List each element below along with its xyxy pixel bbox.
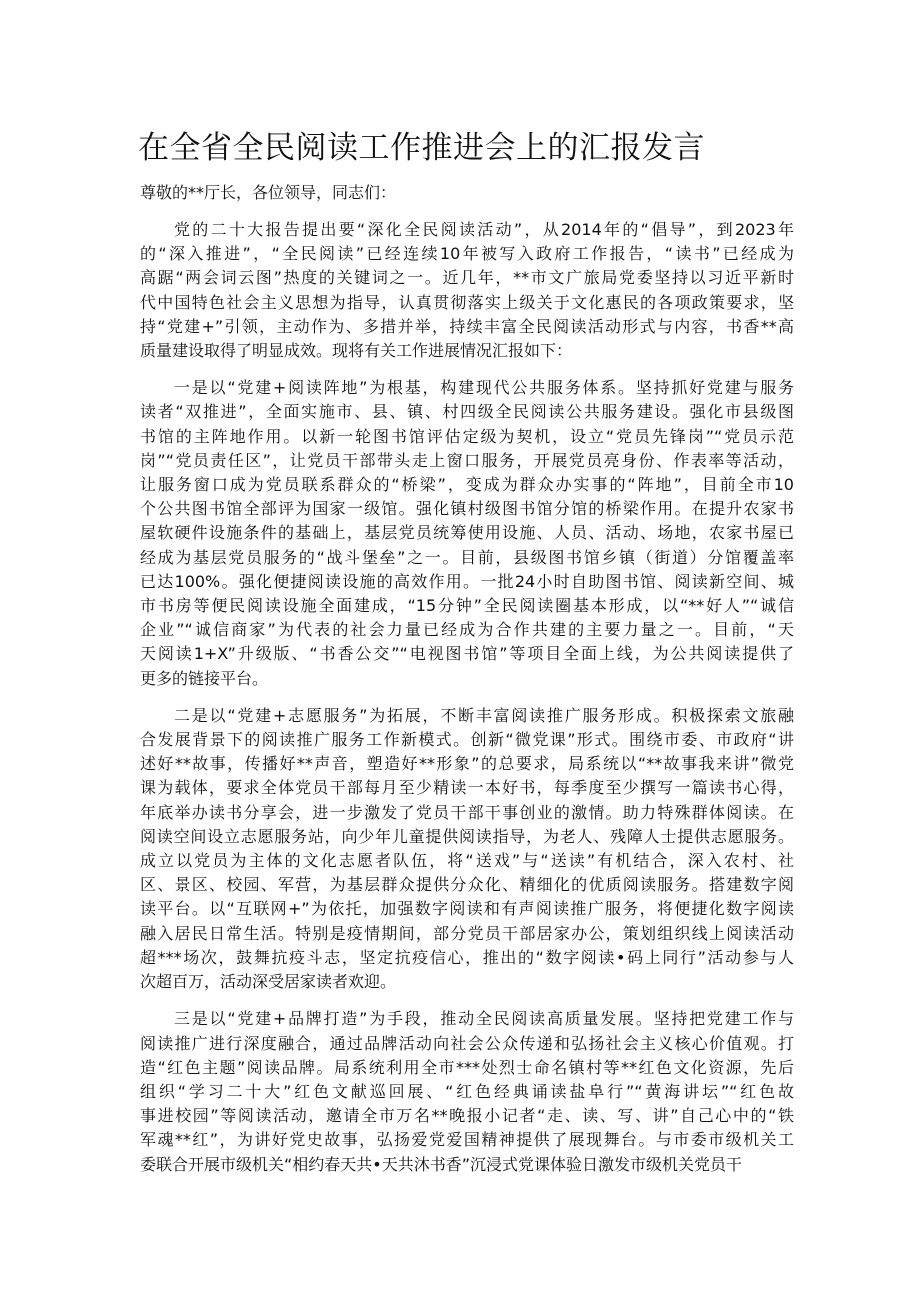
paragraph-line: 成立以党员为主体的文化志愿者队伍，将“送戏”与“送读”有机结合，深入农村、社 <box>140 851 794 871</box>
paragraph-line: 超***场次，鼓舞抗疫斗志，坚定抗疫信心，推出的“数字阅读•码上同行”活动参与人 <box>140 947 794 967</box>
paragraph-line: 军魂**红”，为讲好党史故事，弘扬爱党爱国精神提供了展现舞台。与市委市级机关工 <box>140 1130 794 1150</box>
paragraph-line: 质量建设取得了明显成效。现将有关工作进展情况汇报如下： <box>140 341 573 361</box>
paragraph-line: 代中国特色社会主义思想为指导，认真贯彻落实上级关于文化惠民的各项政策要求，坚 <box>140 292 794 312</box>
paragraph-line: 三是以“党建+品牌打造”为手段，推动全民阅读高质量发展。坚持把党建工作与 <box>174 1009 794 1029</box>
paragraph-line: 课为载体，要求全体党员干部每月至少精读一本好书，每季度至少撰写一篇读书心得， <box>140 778 794 798</box>
paragraph-line: 的“深入推进”，“全民阅读”已经连续10年被写入政府工作报告，“读书”已经成为 <box>140 244 794 264</box>
paragraph-line: 年底举办读书分享会，进一步激发了党员干部干事创业的激情。助力特殊群体阅读。在 <box>140 802 794 822</box>
paragraph-line: 区、景区、校园、军营，为基层群众提供分众化、精细化的优质阅读服务。搭建数字阅 <box>140 875 794 895</box>
paragraph-line: 持“党建+”引领，主动作为、多措并举，持续丰富全民阅读活动形式与内容，书香**高 <box>140 316 794 336</box>
body-paragraph <box>140 376 794 691</box>
document-title: 在全省全民阅读工作推进会上的汇报发言 <box>138 130 705 166</box>
paragraph-line: 经成为基层党员服务的“战斗堡垒”之一。目前，县级图书馆乡镇（街道）分馆覆盖率 <box>140 547 794 567</box>
paragraph-line: 读平台。以“互联网+”为依托，加强数字阅读和有声阅读推广服务，将便捷化数字阅读 <box>140 899 794 919</box>
paragraph-line: 造“红色主题”阅读品牌。局系统利用全市***处烈士命名镇村等**红色文化资源，先后 <box>140 1057 794 1077</box>
paragraph-line: 更多的链接平台。 <box>140 668 269 688</box>
paragraph-line: 让服务窗口成为党员联系群众的“桥梁”，变成为群众办实事的“阵地”，目前全市10 <box>140 475 794 495</box>
paragraph-line: 述好**故事，传播好**声音，塑造好**形象”的总要求，局系统以“**故事我来讲”微党 <box>140 754 794 774</box>
salutation: 尊敬的**厅长，各位领导，同志们： <box>140 183 397 202</box>
body-paragraph <box>140 704 794 994</box>
paragraph-line: 融入居民日常生活。特别是疫情期间，部分党员干部居家办公，策划组织线上阅读活动 <box>140 923 794 943</box>
body-paragraph <box>140 218 794 363</box>
paragraph-line: 书馆的主阵地作用。以新一轮图书馆评估定级为契机，设立“党员先锋岗”“党员示范 <box>140 426 794 446</box>
paragraph-line: 次超百万，活动深受居家读者欢迎。 <box>140 972 397 992</box>
paragraph-line: 组织“学习二十大”红色文献巡回展、“红色经典诵读盐阜行”“黄海讲坛”“红色故 <box>140 1081 794 1101</box>
paragraph-line: 二是以“党建+志愿服务”为拓展，不断丰富阅读推广服务形成。积极探索文旅融 <box>174 705 794 725</box>
paragraph-line: 党的二十大报告提出要“深化全民阅读活动”，从2014年的“倡导”，到2023年 <box>174 220 794 239</box>
paragraph-line: 高踞“两会词云图”热度的关键词之一。近几年，**市文广旅局党委坚持以习近平新时 <box>140 268 794 288</box>
paragraph-line: 阅读空间设立志愿服务站，向少年儿童提供阅读指导，为老人、残障人士提供志愿服务。 <box>140 826 794 846</box>
paragraph-line: 屋软硬件设施条件的基础上，基层党员统筹使用设施、人员、活动、场地，农家书屋已 <box>140 523 794 543</box>
paragraph-line: 读者“双推进”，全面实施市、县、镇、村四级全民阅读公共服务建设。强化市县级图 <box>140 402 794 422</box>
paragraph-line: 岗”“党员责任区”，让党员干部带头走上窗口服务，开展党员亮身份、作表率等活动， <box>140 450 794 470</box>
paragraph-line: 事进校园”等阅读活动，邀请全市万名**晚报小记者“走、读、写、讲”自己心中的“铁 <box>140 1106 794 1126</box>
paragraph-line: 阅读推广进行深度融合，通过品牌活动向社会公众传递和弘扬社会主义核心价值观。打 <box>140 1033 794 1053</box>
paragraph-line: 企业”“诚信商家”为代表的社会力量已经成为合作共建的主要力量之一。目前，“天 <box>140 620 794 640</box>
paragraph-line: 个公共图书馆全部评为国家一级馆。强化镇村级图书馆分馆的桥梁作用。在提升农家书 <box>140 499 794 519</box>
body-paragraph <box>140 1007 794 1176</box>
document-body <box>140 218 794 1177</box>
paragraph-line: 一是以“党建+阅读阵地”为根基，构建现代公共服务体系。坚持抓好党建与服务 <box>174 378 794 398</box>
paragraph-line: 市书房等便民阅读设施全面建成，“15分钟”全民阅读圈基本形成，以“**好人”“诚信 <box>140 596 794 616</box>
document-page <box>140 0 794 1177</box>
paragraph-line: 天阅读1+X”升级版、“书香公交”“电视图书馆”等项目全面上线，为公共阅读提供了 <box>140 644 794 664</box>
paragraph-line: 已达100%。强化便捷阅读设施的高效作用。一批24小时自助图书馆、阅读新空间、城 <box>140 571 794 591</box>
paragraph-line: 合发展背景下的阅读推广服务工作新模式。创新“微党课”形式。围绕市委、市政府“讲 <box>140 730 794 750</box>
paragraph-line: 委联合开展市级机关“相约春天共•天共沐书香”沉浸式党课体验日激发市级机关党员干 <box>140 1154 743 1174</box>
